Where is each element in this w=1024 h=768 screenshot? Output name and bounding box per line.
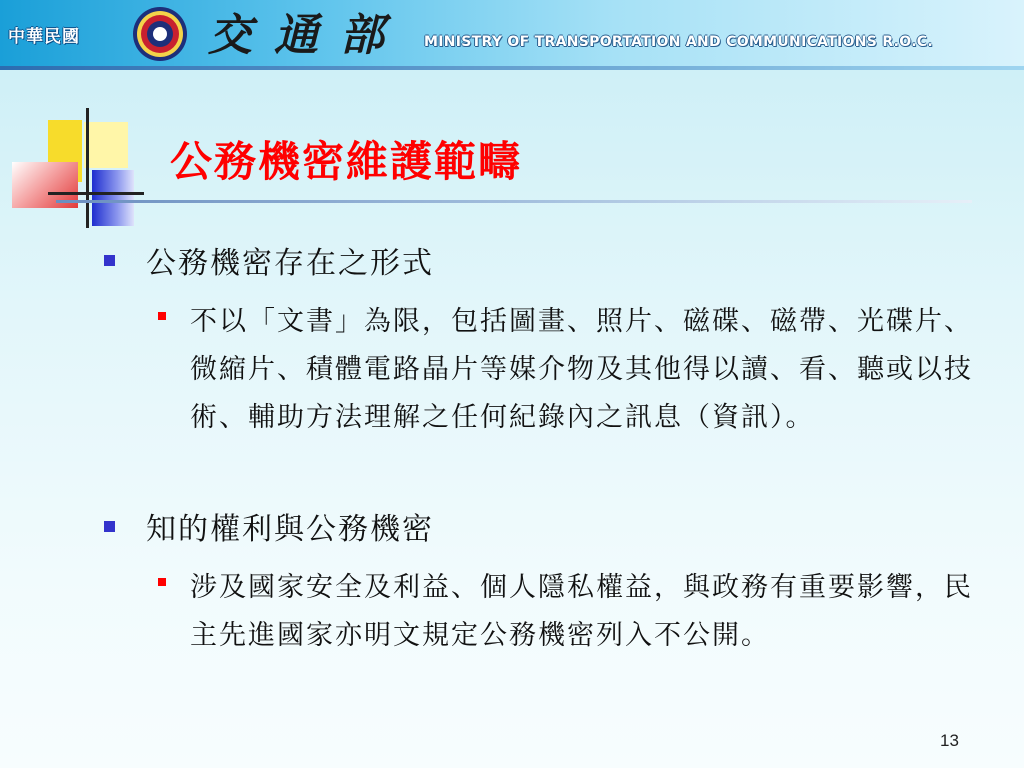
ministry-emblem-icon [132,6,188,62]
bullet-heading: 知的權利與公務機密 [146,512,434,547]
square-bullet-icon [158,578,166,586]
bullet-text: 涉及國家安全及利益、個人隱私權益，與政務有重要影響，民主先進國家亦明文規定公務機密列入不公開。 [190,572,973,651]
country-name: 中華民國 [8,27,80,47]
square-bullet-icon [104,255,115,266]
bullet-heading: 公務機密存在之形式 [146,246,434,281]
bullet-text: 不以「文書」為限，包括圖畫、照片、磁碟、磁帶、光碟片、微縮片、積體電路晶片等媒介物及其他得以讀、看、聽或以技術、輔助方法理解之任何紀錄內之訊息（資訊）。 [190,306,973,433]
page-number: 13 [940,731,959,750]
ministry-calligraphy: 交通部 [208,10,406,61]
square-bullet-icon [158,312,166,320]
slide-title: 公務機密維護範疇 [170,137,523,186]
ministry-english-name: MINISTRY OF TRANSPORTATION AND COMMUNICATIONS R.O.C. [424,34,934,50]
header-banner [0,0,1024,70]
square-bullet-icon [104,521,115,532]
title-underline [56,200,972,203]
